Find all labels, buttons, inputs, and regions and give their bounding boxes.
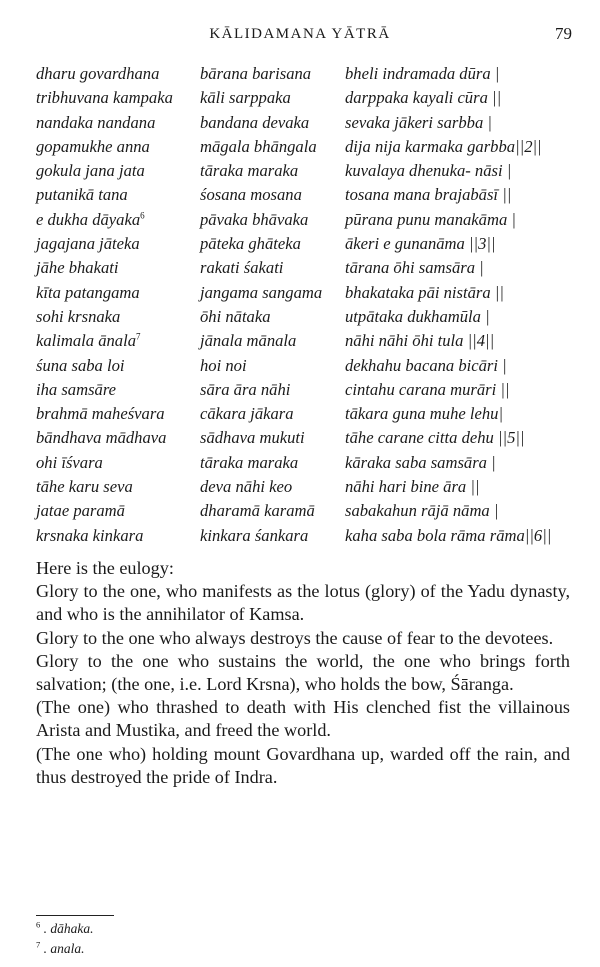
verse-line: [36, 137, 576, 161]
verse-col-2: hoi noi: [200, 355, 247, 375]
verse-col-3: kaha saba bola rāma rāma||6||: [345, 525, 552, 545]
verse-col-1: [36, 210, 200, 230]
verse-line: [36, 161, 576, 185]
translation-paragraph: (The one) who thrashed to death with His clenched fist the villainous Arista and Mustika, and freed the world.: [36, 697, 570, 741]
verse-col-3: dija nija karmaka garbba||2||: [345, 136, 542, 156]
verse-line: [36, 356, 576, 380]
verse-col-1: krsnaka kinkara: [36, 525, 144, 545]
verse-col-3: ākeri e gunanāma ||3||: [345, 234, 496, 254]
translation-paragraph: (The one who) holding mount Govardhana up, warded off the rain, and thus destroyed the pride of Indra.: [36, 743, 570, 787]
footnote-mark: 7: [136, 331, 141, 342]
footnote-mark: 6: [140, 210, 145, 221]
verse-col-1: bāndhava mādhava: [36, 428, 167, 448]
verse-line: [36, 283, 576, 307]
verse-col-2: kāli sarppaka: [200, 88, 291, 108]
verse-col-1: nandaka nandana: [36, 112, 156, 132]
verse-col-1: śuna saba loi: [36, 355, 125, 375]
verse-col-1: ohi īśvara: [36, 452, 103, 472]
verse-col-1: putanikā tana: [36, 185, 128, 205]
verse-col-3: bheli indramada dūra |: [345, 64, 500, 83]
running-head: KĀLIDAMANA YĀTRĀ: [209, 26, 391, 42]
verse-col-1: jāhe bhakati: [36, 258, 119, 278]
verse-col-1: tribhuvana kampaka: [36, 88, 173, 108]
verse-col-2: cākara jākara: [200, 404, 294, 424]
verse-col-2: pāvaka bhāvaka: [200, 209, 309, 229]
verse-col-2: jānala mānala: [200, 331, 297, 351]
verse-col-1: iha samsāre: [36, 379, 117, 399]
verse-line: [36, 113, 576, 137]
verse-col-3: dekhahu bacana bicāri |: [345, 355, 507, 375]
verse-col-2: rakati śakati: [200, 258, 284, 278]
verse-line: [36, 380, 576, 404]
verse-col-3: darppaka kayali cūra ||: [345, 88, 502, 108]
verse-col-1: [36, 331, 200, 351]
verse-col-2: sādhava mukuti: [200, 428, 305, 448]
verse-col-3: utpātaka dukhamūla |: [345, 306, 490, 326]
verse-block: [36, 64, 576, 550]
verse-col-1-text: e dukha dāyaka: [36, 209, 141, 229]
footnote-number: 6: [36, 919, 41, 930]
verse-line: [36, 210, 576, 234]
verse-line: [36, 234, 576, 258]
verse-col-1: sohi krsnaka: [36, 306, 121, 326]
verse-col-1: jatae paramā: [36, 501, 125, 521]
verse-col-1-text: kalimala ānala: [36, 331, 137, 351]
verse-col-2: tāraka maraka: [200, 161, 299, 181]
verse-col-2: māgala bhāngala: [200, 136, 317, 156]
verse-col-1: tāhe karu seva: [36, 477, 133, 497]
verse-col-2: bārana barisana: [200, 64, 312, 83]
translation-paragraph: Glory to the one, who manifests as the lotus (glory) of the Yadu dynasty, and who is the annihilator of Kamsa.: [36, 581, 570, 625]
verse-col-3: tākara guna muhe lehu|: [345, 404, 504, 424]
verse-col-3: tosana mana brajabāsī ||: [345, 185, 512, 205]
verse-col-2: pāteka ghāteka: [200, 234, 301, 254]
verse-col-2: jangama sangama: [200, 282, 323, 302]
verse-col-1: dharu govardhana: [36, 64, 160, 83]
verse-col-3: pūrana punu manakāma |: [345, 209, 516, 229]
verse-col-2: bandana devaka: [200, 112, 310, 132]
verse-col-3: bhakataka pāi nistāra ||: [345, 282, 504, 302]
verse-line: [36, 64, 576, 88]
translation-paragraph: Glory to the one who always destroys the cause of fear to the devotees.: [36, 627, 554, 648]
verse-col-1: kīta patangama: [36, 282, 140, 302]
footnote-rule: [36, 915, 114, 916]
verse-line: [36, 453, 576, 477]
verse-line: [36, 428, 576, 452]
verse-col-3: sevaka jākeri sarbba |: [345, 112, 492, 132]
verse-col-3: sabakahun rājā nāma |: [345, 501, 499, 521]
verse-line: [36, 307, 576, 331]
verse-col-1: jagajana jāteka: [36, 234, 140, 254]
verse-col-3: cintahu carana murāri ||: [345, 379, 510, 399]
verse-line: [36, 185, 576, 209]
translation-block: [36, 557, 570, 789]
footnote: [36, 921, 336, 941]
footnotes: [36, 915, 336, 961]
verse-col-2: kinkara śankara: [200, 525, 309, 545]
verse-line: [36, 258, 576, 282]
verse-col-1: brahmā maheśvara: [36, 404, 165, 424]
verse-col-2: śosana mosana: [200, 185, 302, 205]
verse-line: [36, 88, 576, 112]
footnote-text: . dāhaka.: [43, 921, 94, 936]
verse-col-2: tāraka maraka: [200, 452, 299, 472]
verse-col-3: kuvalaya dhenuka- nāsi |: [345, 161, 512, 181]
verse-col-3: tāhe carane citta dehu ||5||: [345, 428, 525, 448]
verse-col-2: deva nāhi keo: [200, 477, 293, 497]
footnote-number: 7: [36, 939, 41, 950]
page-header: [0, 22, 600, 46]
translation-paragraph: Here is the eulogy:: [36, 558, 174, 578]
page-number: 79: [555, 24, 572, 43]
verse-col-2: sāra āra nāhi: [200, 379, 291, 399]
verse-line: [36, 526, 576, 550]
verse-col-2: dharamā karamā: [200, 501, 315, 521]
translation-paragraph: Glory to the one who sustains the world, the one who brings forth salvation; (the one, i.e. Lord Krsna), who holds the bow, Śāranga.: [36, 650, 570, 695]
verse-col-1: gopamukhe anna: [36, 136, 150, 156]
verse-line: [36, 404, 576, 428]
verse-col-3: tārana ōhi samsāra |: [345, 258, 484, 278]
verse-col-1: gokula jana jata: [36, 161, 145, 181]
verse-col-2: ōhi nātaka: [200, 306, 271, 326]
verse-line: [36, 331, 576, 355]
verse-col-3: kāraka saba samsāra |: [345, 452, 496, 472]
verse-line: [36, 501, 576, 525]
footnote-text: . anala.: [43, 941, 85, 956]
verse-col-3: nāhi nāhi ōhi tula ||4||: [345, 331, 495, 351]
verse-col-3: nāhi hari bine āra ||: [345, 477, 480, 497]
verse-line: [36, 477, 576, 501]
footnote: [36, 941, 336, 961]
